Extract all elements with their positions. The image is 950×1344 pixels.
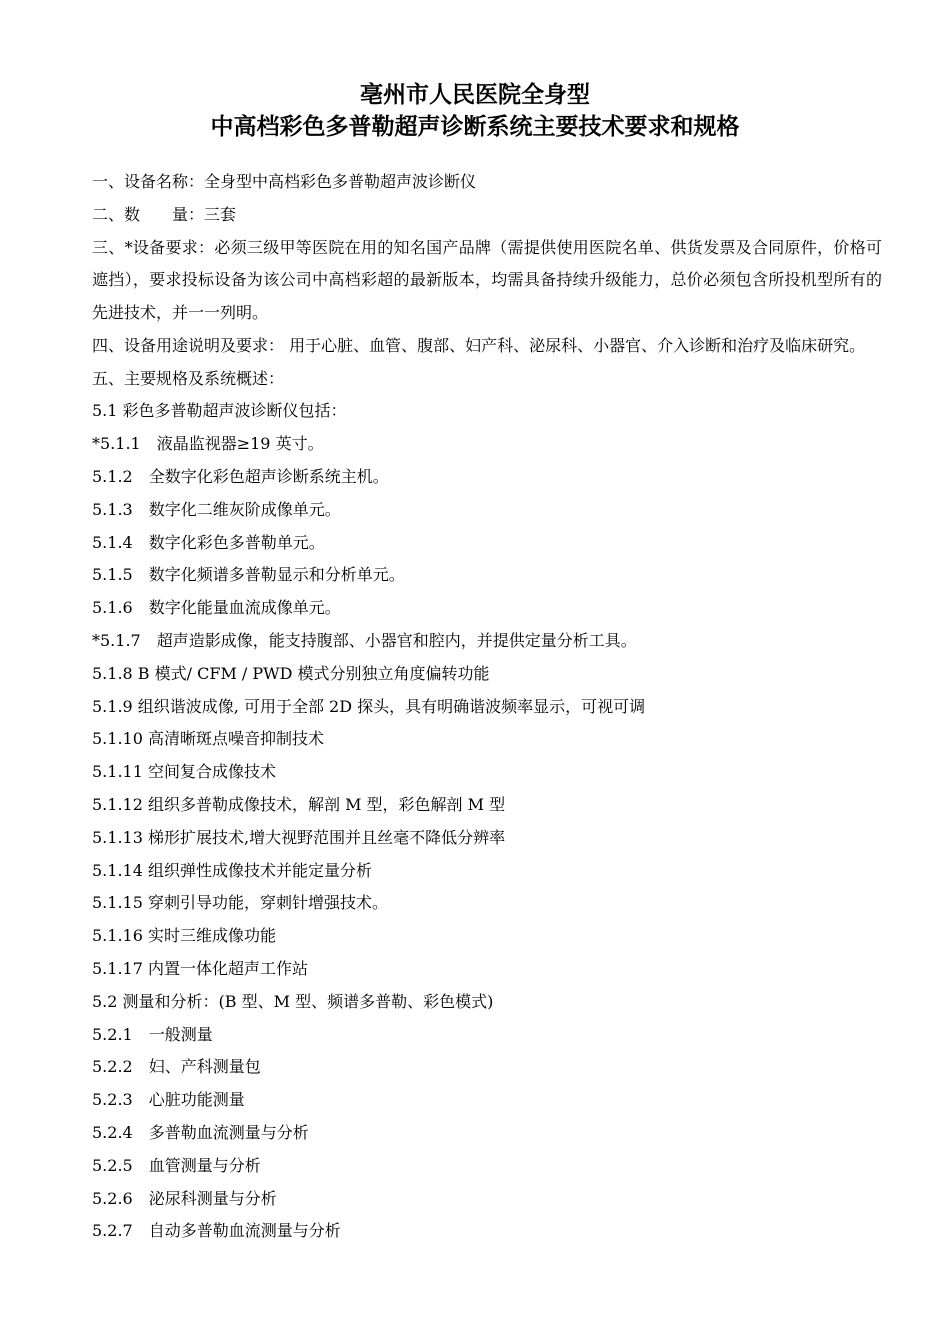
spec-item: *5.1.7 超声造影成像，能支持腹部、小器官和腔内，并提供定量分析工具。 bbox=[92, 630, 637, 650]
spec-item: 5.2.1 一般测量 bbox=[92, 1024, 213, 1044]
quantity-line: 二、数 量：三套 bbox=[92, 204, 237, 224]
spec-item: 5.1.12 组织多普勒成像技术，解剖 M 型，彩色解剖 M 型 bbox=[92, 794, 506, 814]
equipment-name-line: 一、设备名称：全身型中高档彩色多普勒超声波诊断仪 bbox=[92, 172, 477, 191]
spec-item: 5.2.4 多普勒血流测量与分析 bbox=[92, 1122, 309, 1142]
document-body bbox=[92, 166, 882, 1248]
spec-item: 5.1.15 穿刺引导功能，穿刺针增强技术。 bbox=[92, 893, 388, 913]
spec-item: 5.1.2 全数字化彩色超声诊断系统主机。 bbox=[92, 466, 389, 486]
spec-item: 5.2.6 泌尿科测量与分析 bbox=[92, 1188, 277, 1208]
equipment-requirements-paragraph: 三、*设备要求：必须三级甲等医院在用的知名国产品牌（需提供使用医院名单、供货发票及合同原件，价格可遮挡），要求投标设备为该公司中高档彩超的最新版本，均需具备持续升级能力，总价必须包含所投机型所有的先进技术，并一一列明。 bbox=[92, 237, 882, 322]
spec-item: 5.1.17 内置一体化超声工作站 bbox=[92, 958, 308, 978]
spec-item: 5.1.14 组织弹性成像技术并能定量分析 bbox=[92, 860, 372, 880]
document-title-line2: 中高档彩色多普勒超声诊断系统主要技术要求和规格 bbox=[210, 113, 740, 140]
spec-item: 5.1.16 实时三维成像功能 bbox=[92, 926, 276, 946]
spec-item: 5.2.7 自动多普勒血流测量与分析 bbox=[92, 1221, 341, 1241]
spec-item: 5.1.6 数字化能量血流成像单元。 bbox=[92, 598, 341, 618]
spec-item: 5.2.3 心脏功能测量 bbox=[92, 1090, 245, 1110]
spec-item: 5.1.8 B 模式/ CFM / PWD 模式分别独立角度偏转功能 bbox=[92, 663, 490, 683]
equipment-usage-paragraph: 四、设备用途说明及要求： 用于心脏、血管、腹部、妇产科、泌尿科、小器官、介入诊断和治疗及临床研究。 bbox=[92, 335, 866, 355]
spec-item: 5.2.2 妇、产科测量包 bbox=[92, 1057, 261, 1077]
spec-item: 5.1.13 梯形扩展技术,增大视野范围并且丝毫不降低分辨率 bbox=[92, 827, 506, 847]
document-title-line1: 亳州市人民医院全身型 bbox=[360, 81, 590, 108]
spec-item: 5.1.11 空间复合成像技术 bbox=[92, 762, 276, 782]
spec-item: 5.2.5 血管测量与分析 bbox=[92, 1155, 261, 1175]
spec-item: 五、主要规格及系统概述： bbox=[92, 368, 285, 388]
spec-item: 5.2 测量和分析：(B 型、M 型、频谱多普勒、彩色模式) bbox=[92, 991, 494, 1011]
spec-item: 5.1.5 数字化频谱多普勒显示和分析单元。 bbox=[92, 565, 405, 585]
spec-item: 5.1 彩色多普勒超声波诊断仪包括： bbox=[92, 401, 347, 421]
spec-item: *5.1.1 液晶监视器≥19 英寸。 bbox=[92, 434, 324, 454]
spec-item: 5.1.9 组织谐波成像, 可用于全部 2D 探头，具有明确谐波频率显示，可视可调 bbox=[92, 696, 646, 716]
spec-item: 5.1.3 数字化二维灰阶成像单元。 bbox=[92, 499, 341, 519]
spec-item: 5.1.4 数字化彩色多普勒单元。 bbox=[92, 532, 325, 552]
spec-item: 5.1.10 高清晰斑点噪音抑制技术 bbox=[92, 729, 324, 749]
